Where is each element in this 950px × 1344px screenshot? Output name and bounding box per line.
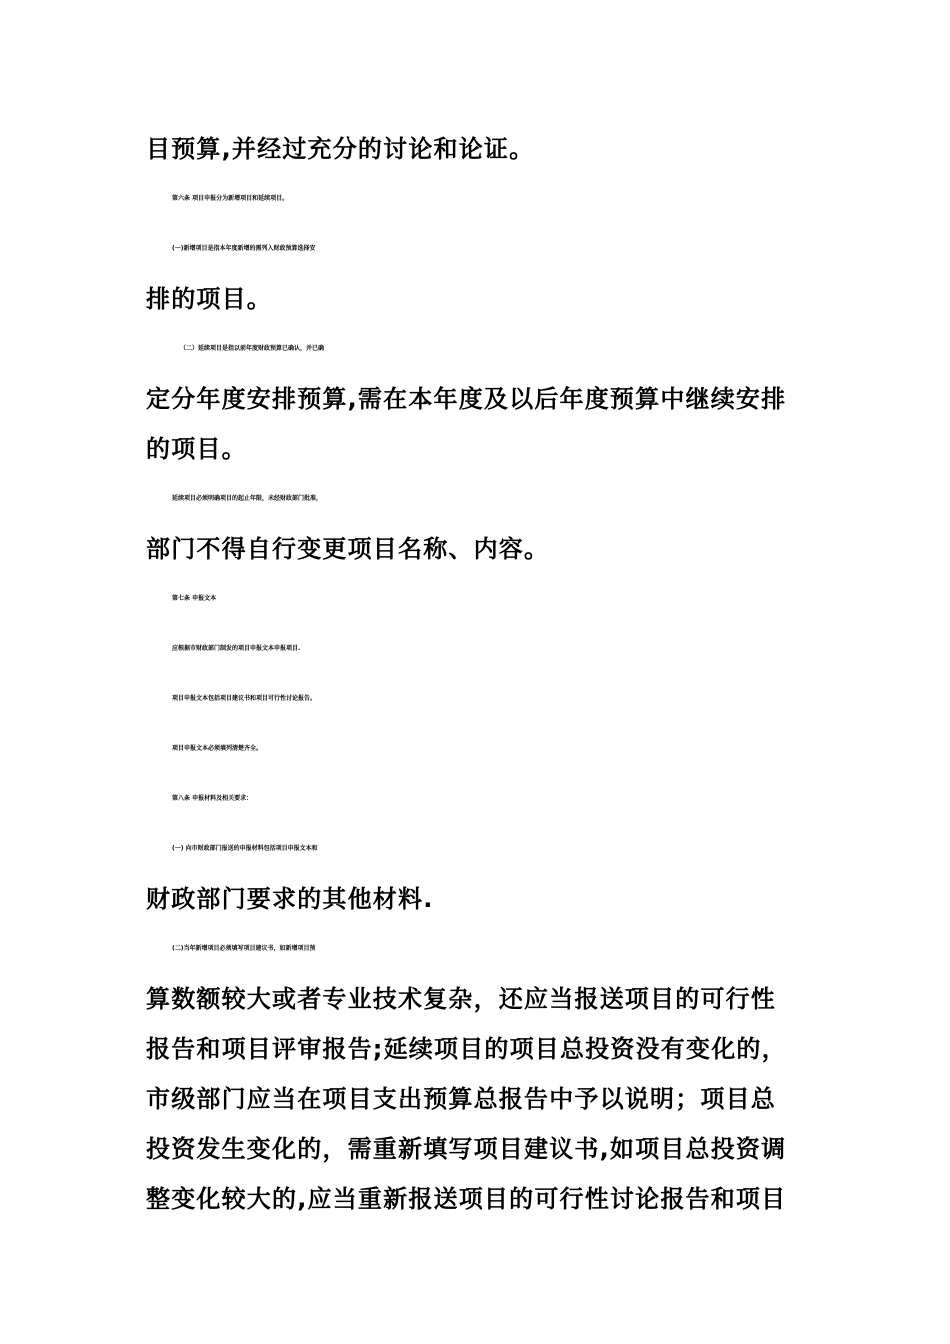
text-line-5: （二）延续项目是指以前年度财政预算已确认，并已确 [180, 345, 325, 352]
text-line-12: 项目申报文本包括项目建议书和项目可行性讨论报告。 [172, 695, 317, 702]
text-line-20: 市级部门应当在项目支出预算总报告中予以说明；项目总 [146, 1085, 776, 1113]
text-line-1: 目预算,并经过充分的讨论和论证。 [146, 135, 535, 163]
text-line-13: 项目申报文本必须填列清楚齐全。 [172, 745, 263, 752]
text-line-3: (一)新增项目是指本年度新增的需列入财政预算选择安 [172, 245, 316, 252]
text-line-6: 定分年度安排预算,需在本年度及以后年度预算中继续安排 [146, 385, 787, 413]
article-7-heading: 第七条 申报文本 [172, 595, 217, 602]
text-line-4: 排的项目。 [146, 285, 272, 313]
text-line-9: 部门不得自行变更项目名称、内容。 [146, 535, 550, 563]
text-line-18: 算数额较大或者专业技术复杂，还应当报送项目的可行性 [146, 985, 776, 1013]
text-line-19: 报告和项目评审报告;延续项目的项目总投资没有变化的， [146, 1035, 787, 1063]
text-line-7: 的项目。 [146, 435, 247, 463]
text-line-15: (一) 向市财政部门报送的申报材料包括项目申报文本和 [172, 845, 318, 852]
text-line-17: (二)当年新增项目必须填写项目建议书，如新增项目预 [172, 945, 316, 952]
text-line-22: 整变化较大的,应当重新报送项目的可行性讨论报告和项目 [146, 1185, 787, 1213]
article-8-heading: 第八条 申报材料及相关要求： [172, 795, 253, 802]
text-line-21: 投资发生变化的，需重新填写项目建议书,如项目总投资调 [146, 1135, 787, 1163]
text-line-11: 应根据市财政部门制发的项目申报文本申报项目. [172, 645, 301, 652]
text-line-8: 延续项目必须明确项目的起止年限，未经财政部门批准， [172, 495, 323, 502]
article-6-heading: 第六条 项目申报分为新增项目和延续项目。 [172, 195, 289, 202]
text-line-16: 财政部门要求的其他材料. [146, 885, 434, 913]
